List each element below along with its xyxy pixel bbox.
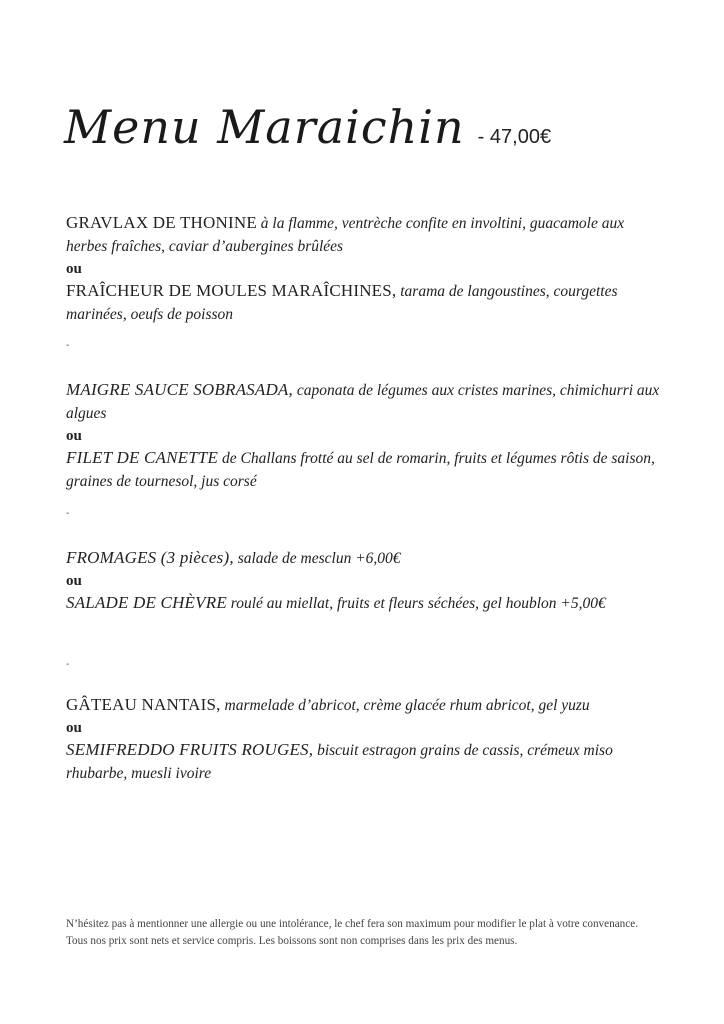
or-label: ou <box>66 428 82 444</box>
dish-description: à la flamme, ventrèche confite en involtini, guacamole aux herbes fraîches, caviar d’aubergines brûlées <box>66 215 625 255</box>
menu-price: - 47,00€ <box>477 126 552 148</box>
dish <box>66 547 666 570</box>
dish-name: FROMAGES (3 pièces), <box>66 548 234 567</box>
dish <box>66 447 666 493</box>
main-section <box>66 379 666 493</box>
dish <box>66 592 666 615</box>
dish-name: SALADE DE CHÈVRE <box>66 593 227 612</box>
dish-name: MAIGRE SAUCE SOBRASADA, <box>66 380 293 399</box>
separator: - <box>66 659 70 670</box>
footer-notes <box>66 916 676 949</box>
dish-description: de Challans frotté au sel de romarin, fruits et légumes rôtis de saison, graines de tournesol, jus corsé <box>66 450 655 490</box>
menu-title-text: Menu Maraichin <box>64 100 465 154</box>
dish-name: FILET DE CANETTE <box>66 448 219 467</box>
dish <box>66 280 666 326</box>
dish-name: SEMIFREDDO FRUITS ROUGES, <box>66 740 314 759</box>
dish-name: GRAVLAX DE THONINE <box>66 213 257 232</box>
dish <box>66 212 666 258</box>
dish-description: salade de mesclun +6,00€ <box>233 550 401 567</box>
dessert-section <box>66 694 666 785</box>
dish-description: roulé au miellat, fruits et fleurs séchées, gel houblon +5,00€ <box>226 595 606 612</box>
dish-description: caponata de légumes aux cristes marines, chimichurri aux algues <box>66 382 660 422</box>
dish <box>66 694 666 717</box>
or-label: ou <box>66 573 82 589</box>
starter-section <box>66 212 666 326</box>
dish-name: GÂTEAU NANTAIS, <box>66 695 221 714</box>
or-label: ou <box>66 261 82 277</box>
dish <box>66 379 666 425</box>
dish <box>66 739 666 785</box>
dish-description: marmelade d’abricot, crème glacée rhum abricot, gel yuzu <box>220 697 590 714</box>
dish-name: FRAÎCHEUR DE MOULES MARAÎCHINES, <box>66 281 397 300</box>
or-label: ou <box>66 720 82 736</box>
dish-description: tarama de langoustines, courgettes marinées, oeufs de poisson <box>66 283 618 323</box>
prices-note: Tous nos prix sont nets et service compris. Les boissons sont non comprises dans les prix des menus. <box>66 934 518 947</box>
allergy-note: N’hésitez pas à mentionner une allergie ou une intolérance, le chef fera son maximum pour modifier le plat à votre convenance. <box>66 918 638 930</box>
cheese-section <box>66 547 666 615</box>
separator: - <box>66 340 70 351</box>
separator: - <box>66 508 70 519</box>
menu-title <box>64 100 551 154</box>
dish-description: biscuit estragon grains de cassis, crémeux miso rhubarbe, muesli ivoire <box>66 742 613 782</box>
